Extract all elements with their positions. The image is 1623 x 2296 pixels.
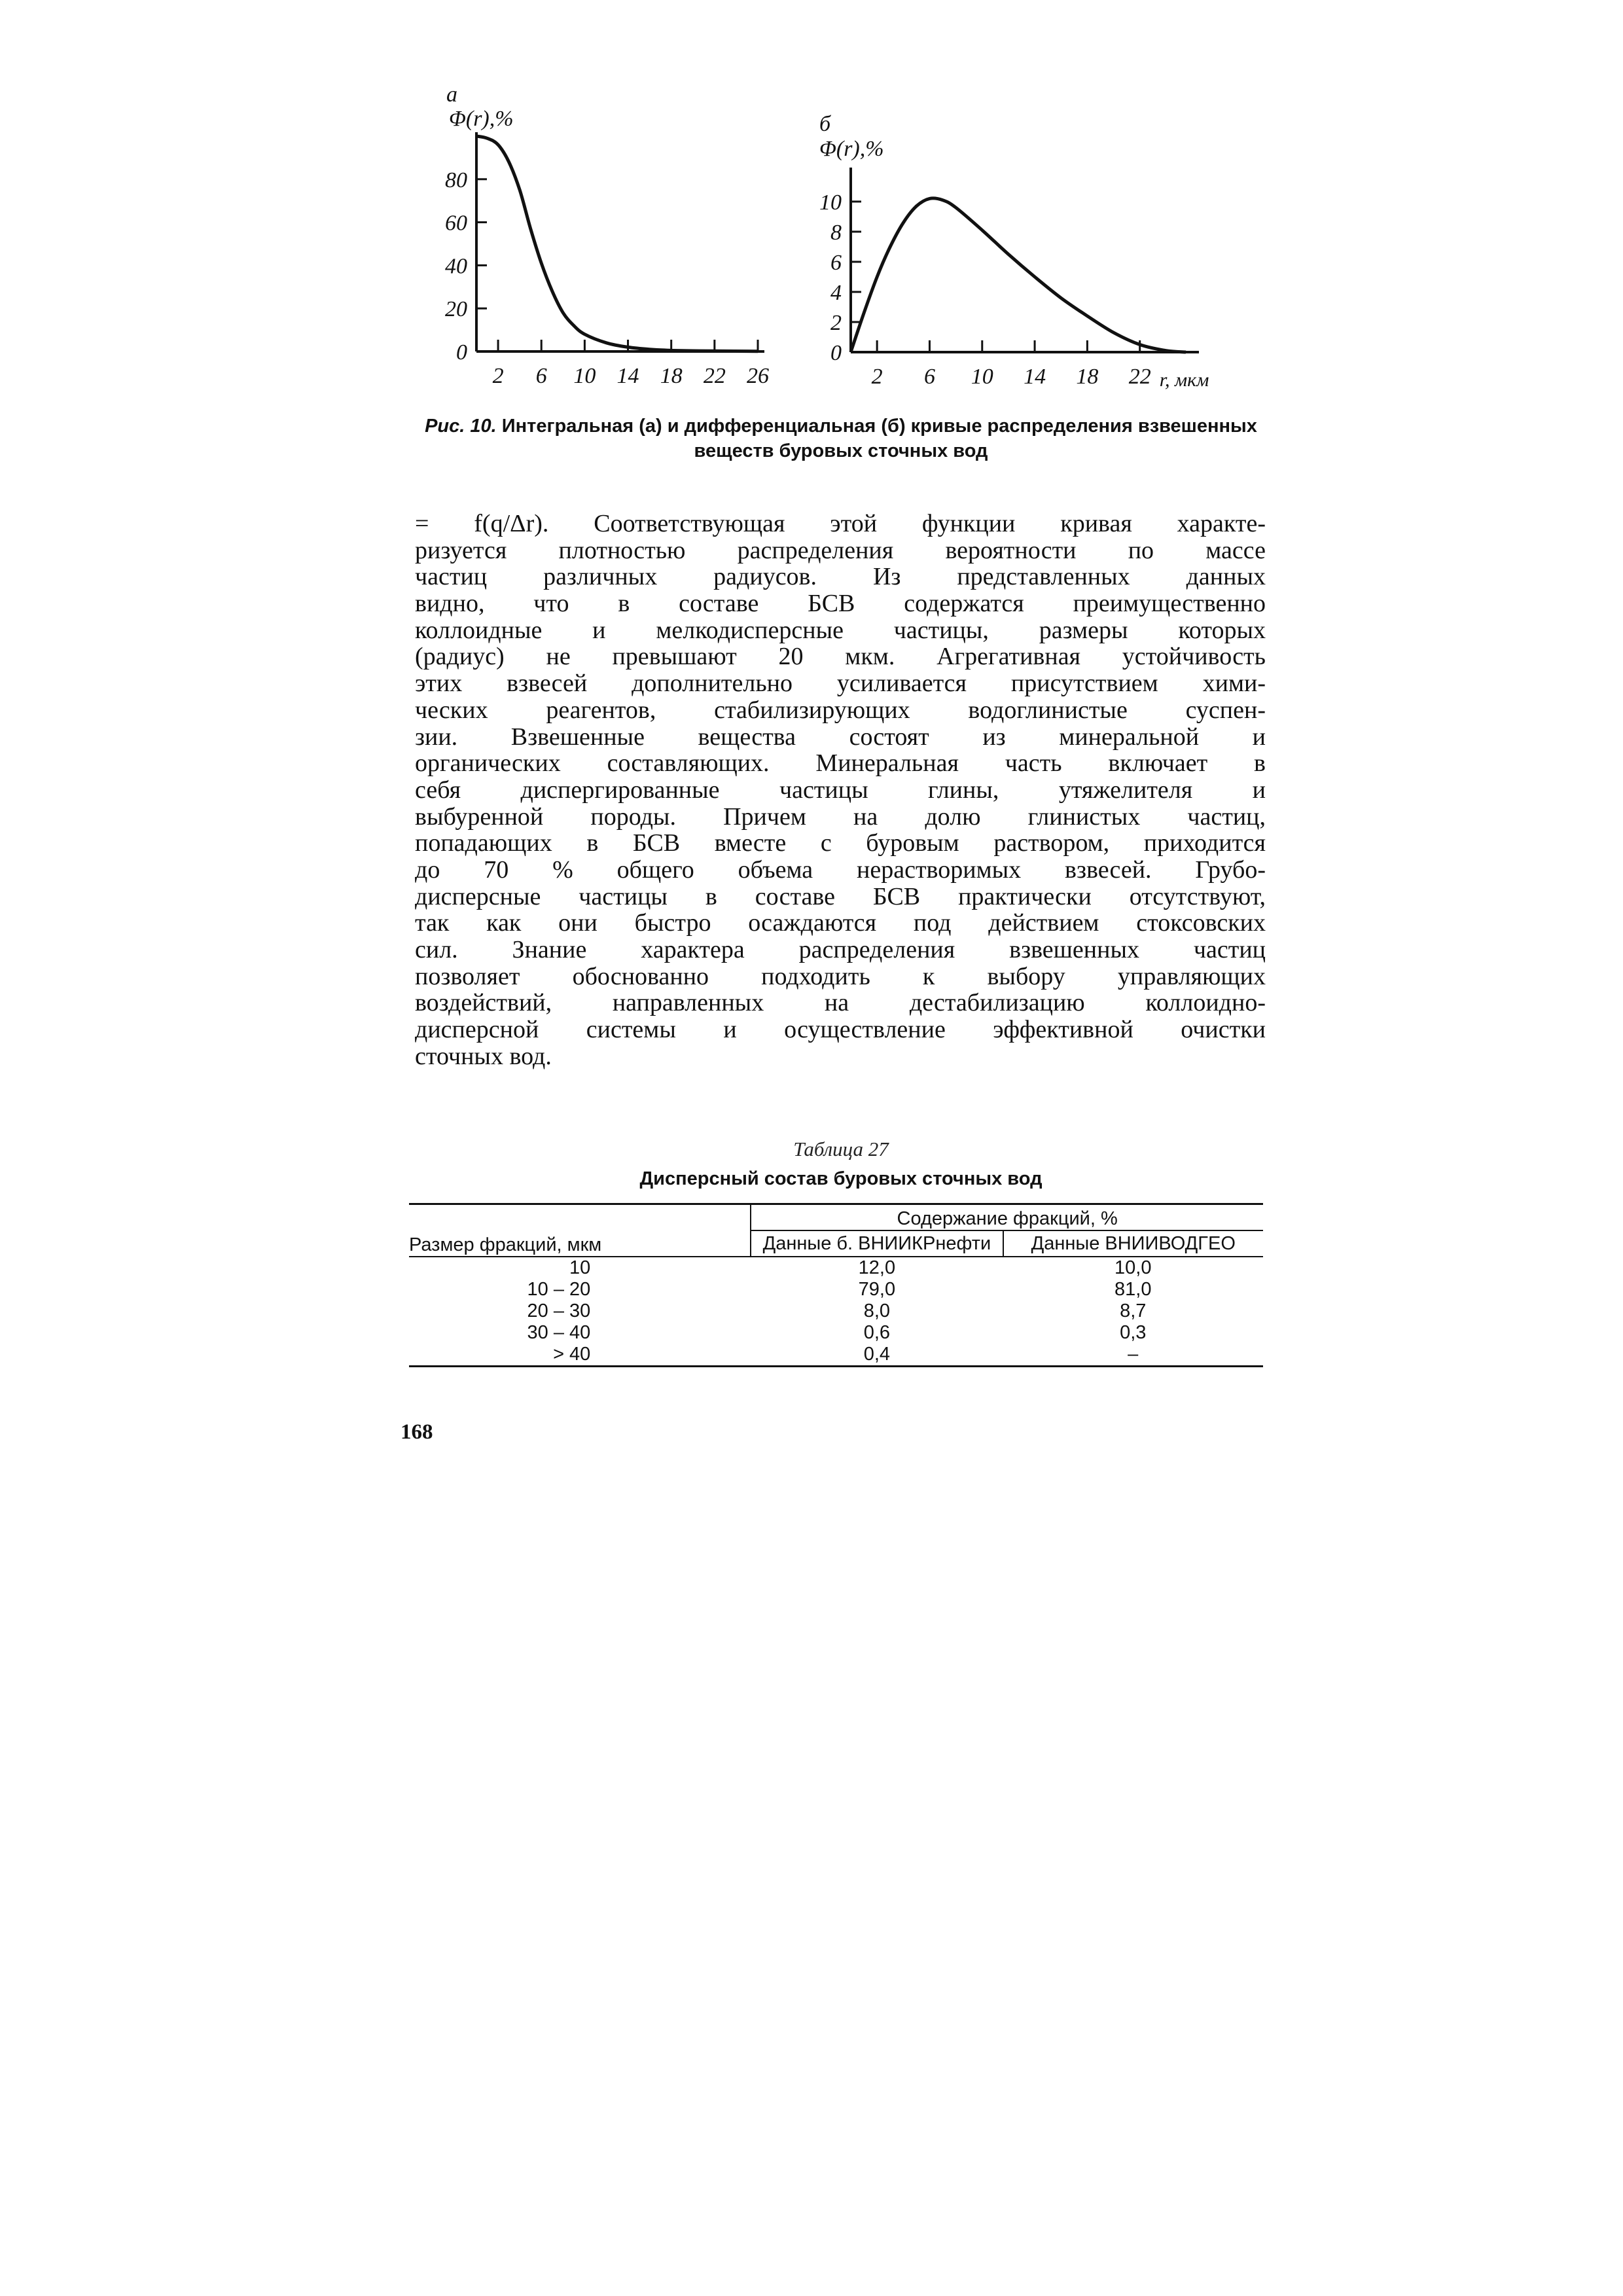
table-body xyxy=(409,1257,1263,1367)
text-line: выбуренной породы. Причем на долю глинистых частиц, xyxy=(415,802,1266,831)
x-tick-label: 2 xyxy=(871,365,883,389)
series-line-differential xyxy=(851,198,1186,352)
text-line: дисперсной системы и осуществление эффективной очистки xyxy=(415,1016,1266,1044)
x-axis-label: r, мкм xyxy=(1159,369,1209,391)
header-group: Содержание фракций, % xyxy=(751,1204,1263,1231)
y-tick-label: 0 xyxy=(456,340,467,365)
text-line: видно, что в составе БСВ содержатся преимущественно xyxy=(415,590,1266,618)
x-tick-label: 26 xyxy=(747,364,769,388)
page-number: 168 xyxy=(401,1420,433,1444)
y-tick-label: 2 xyxy=(830,311,842,335)
x-tick-label: 22 xyxy=(703,364,726,388)
x-tick-label: 22 xyxy=(1128,365,1151,389)
x-tick-label: 18 xyxy=(1076,365,1099,389)
caption-lead: Рис. 10. xyxy=(425,416,497,437)
x-tick-label: 6 xyxy=(923,365,935,389)
cell-size: 10 xyxy=(569,1257,591,1278)
table-row xyxy=(409,1344,1263,1367)
cell-size: 30 – 40 xyxy=(527,1322,591,1343)
header-vniivodgeo: Данные ВНИИВОДГЕО xyxy=(1003,1230,1264,1257)
body-paragraph xyxy=(415,511,1266,1069)
cell-vniikrneft: 8,0 xyxy=(863,1300,891,1321)
text-line: зии. Взвешенные вещества состоят из минеральной и xyxy=(415,723,1266,751)
cell-vniivodgeo: 0,3 xyxy=(1120,1322,1147,1343)
y-tick-label: 10 xyxy=(819,190,842,215)
y-tick-label: 60 xyxy=(445,211,467,236)
y-tick-label: 8 xyxy=(830,221,842,245)
distribution-charts xyxy=(393,72,1296,439)
y-tick-label: 6 xyxy=(830,251,842,275)
x-tick-label: 14 xyxy=(616,364,639,388)
text-line: = f(q/Δr). Соответствующая этой функции кривая характе- xyxy=(415,510,1266,537)
cell-size: 20 – 30 xyxy=(527,1300,591,1321)
panel-label: а xyxy=(446,82,457,107)
text-line: частиц различных радиусов. Из представленных данных xyxy=(415,563,1266,591)
cell-vniikrneft: 0,4 xyxy=(751,1344,1003,1367)
text-line: попадающих в БСВ вместе с буровым раствором, приходится xyxy=(415,829,1266,857)
cell-vniikrneft: 79,0 xyxy=(858,1279,896,1300)
text-line: себя диспергированные частицы глины, утяжелителя и xyxy=(415,776,1266,804)
caption-text: Интегральная (а) и дифференциальная (б) кривые распределения взвешенных веществ буровых сточных вод xyxy=(501,416,1257,461)
y-tick-label: 4 xyxy=(830,281,842,305)
text-line: ческих реагентов, стабилизирующих водоглинистые суспен- xyxy=(415,696,1266,724)
y-tick-label: 40 xyxy=(445,254,467,279)
x-tick-label: 6 xyxy=(535,364,547,388)
table-row xyxy=(409,1279,1263,1300)
x-tick-label: 18 xyxy=(660,364,683,388)
text-line: коллоидные и мелкодисперсные частицы, размеры которых xyxy=(415,616,1266,644)
cell-size: 10 – 20 xyxy=(527,1279,591,1300)
dispersion-table xyxy=(409,1203,1263,1367)
text-line: этих взвесей дополнительно усиливается присутствием хими- xyxy=(415,670,1266,698)
series-line-integral xyxy=(476,136,758,351)
y-axis-label: Φ(r),% xyxy=(449,107,514,131)
text-line: дисперсные частицы в составе БСВ практически отсутствуют, xyxy=(415,882,1266,910)
x-tick-label: 10 xyxy=(971,365,993,389)
cell-vniivodgeo: 81,0 xyxy=(1115,1279,1152,1300)
figure-caption xyxy=(412,414,1270,463)
text-line: позволяет обоснованно подходить к выбору управляющих xyxy=(415,962,1266,990)
cell-vniikrneft: 0,6 xyxy=(863,1322,891,1343)
table-title: Дисперсный состав буровых сточных вод xyxy=(639,1168,1043,1189)
text-line: (радиус) не превышают 20 мкм. Агрегативная устойчивость xyxy=(415,643,1266,671)
text-line: сточных вод. xyxy=(415,1042,552,1070)
text-line: сил. Знание характера распределения взвешенных частиц xyxy=(415,936,1266,963)
y-tick-label: 80 xyxy=(445,168,467,192)
cell-vniivodgeo: 8,7 xyxy=(1120,1300,1147,1321)
panel-label: б xyxy=(819,112,831,136)
cell-size: > 40 xyxy=(409,1344,751,1367)
text-line: ризуется плотностью распределения вероятности по массе xyxy=(415,536,1266,564)
y-axis-label: Φ(r),% xyxy=(819,137,884,161)
y-tick-label: 0 xyxy=(830,341,842,365)
x-tick-label: 10 xyxy=(573,364,596,388)
figure xyxy=(393,72,1296,439)
cell-vniikrneft: 12,0 xyxy=(858,1257,896,1278)
header-vniikrneft: Данные б. ВНИИКРнефти xyxy=(751,1230,1003,1257)
table-row xyxy=(409,1300,1263,1322)
cell-vniivodgeo: 10,0 xyxy=(1115,1257,1152,1278)
text-line: органических составляющих. Минеральная часть включает в xyxy=(415,749,1266,778)
x-tick-label: 2 xyxy=(492,364,504,388)
table-row xyxy=(409,1322,1263,1344)
y-tick-label: 20 xyxy=(445,297,467,322)
header-size: Размер фракций, мкм xyxy=(409,1204,751,1257)
text-line: воздействий, направленных на дестабилизацию коллоидно- xyxy=(415,989,1266,1017)
text-line: так как они быстро осаждаются под действием стоксовских xyxy=(415,909,1266,937)
table-row xyxy=(409,1257,1263,1279)
table-number: Таблица 27 xyxy=(793,1138,889,1160)
x-tick-label: 14 xyxy=(1024,365,1046,389)
text-line: до 70 % общего объема нерастворимых взвесей. Грубо- xyxy=(415,855,1266,884)
cell-vniivodgeo: – xyxy=(1003,1344,1264,1367)
